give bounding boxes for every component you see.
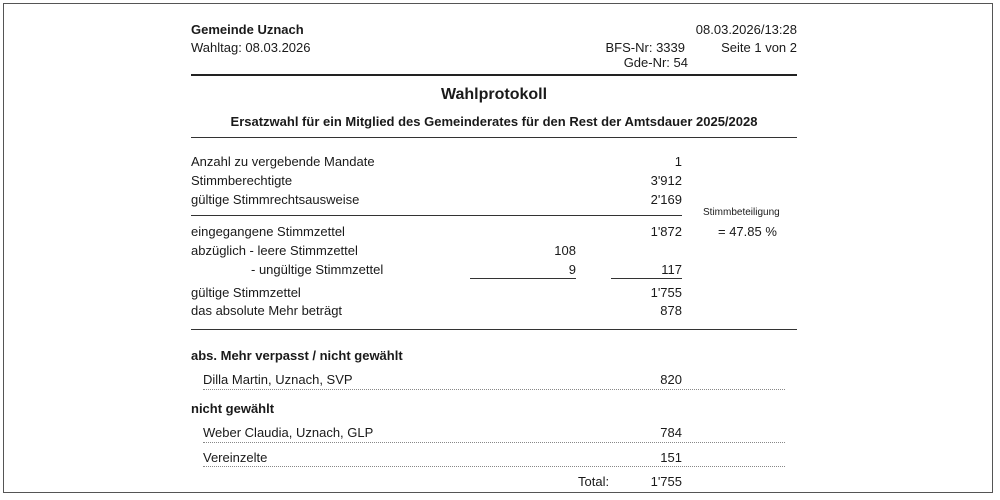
absolute-majority-label: das absolute Mehr beträgt — [191, 303, 343, 318]
mandates-value: 1 — [674, 154, 682, 169]
scattered-votes-value: 151 — [660, 450, 682, 465]
valid-ids-value: 2'169 — [650, 192, 682, 207]
total-underline — [611, 278, 682, 279]
candidate-votes: 784 — [660, 425, 682, 440]
header-divider — [191, 74, 797, 76]
page-number: Seite 1 von 2 — [721, 40, 797, 55]
empty-ballots-value: 108 — [554, 243, 576, 258]
municipality-name: Gemeinde Uznach — [191, 22, 304, 37]
page-subtitle: Ersatzwahl für ein Mitglied des Gemeinderates für den Rest der Amtsdauer 2025/2028 — [230, 114, 758, 129]
mandates-label: Anzahl zu vergebende Mandate — [191, 154, 375, 169]
subtotal-underline — [470, 278, 576, 279]
candidate-name: Dilla Martin, Uznach, SVP — [203, 372, 353, 387]
received-value: 1'872 — [650, 224, 682, 239]
eligible-label: Stimmberechtigte — [191, 173, 293, 188]
section-missed-heading: abs. Mehr verpasst / nicht gewählt — [191, 348, 403, 363]
turnout-label: Stimmbeteiligung — [703, 207, 780, 218]
subtitle-divider — [191, 137, 797, 138]
bfs-number: BFS-Nr: 3339 — [605, 40, 685, 55]
candidate-votes: 820 — [660, 372, 682, 387]
valid-ballots-value: 1'755 — [650, 285, 682, 300]
results-divider — [191, 329, 797, 330]
row-dotted-line — [203, 466, 785, 467]
turnout-value: = 47.85 % — [718, 224, 777, 239]
gde-number: Gde-Nr: 54 — [623, 55, 688, 70]
scattered-votes-name: Vereinzelte — [203, 450, 268, 465]
eligible-value: 3'912 — [650, 173, 682, 188]
row-dotted-line — [203, 442, 785, 443]
valid-ids-label: gültige Stimmrechtsausweise — [191, 192, 360, 207]
total-value: 1'755 — [650, 474, 682, 489]
deducted-total: 117 — [661, 262, 682, 277]
received-label: eingegangene Stimmzettel — [191, 224, 345, 239]
row-dotted-line — [203, 389, 785, 390]
section-not-elected-heading: nicht gewählt — [191, 401, 275, 416]
total-label: Total: — [578, 474, 610, 489]
print-datetime: 08.03.2026/13:28 — [695, 22, 797, 37]
invalid-ballots-value: 9 — [568, 262, 576, 277]
document-page — [3, 3, 993, 493]
page-title: Wahlprotokoll — [440, 86, 548, 103]
candidate-name: Weber Claudia, Uznach, GLP — [203, 425, 374, 440]
invalid-ballots-label: - ungültige Stimmzettel — [251, 262, 384, 277]
summary-divider — [191, 215, 682, 216]
valid-ballots-label: gültige Stimmzettel — [191, 285, 301, 300]
empty-ballots-label: abzüglich - leere Stimmzettel — [191, 243, 358, 258]
election-day: Wahltag: 08.03.2026 — [191, 40, 311, 55]
absolute-majority-value: 878 — [660, 303, 682, 318]
